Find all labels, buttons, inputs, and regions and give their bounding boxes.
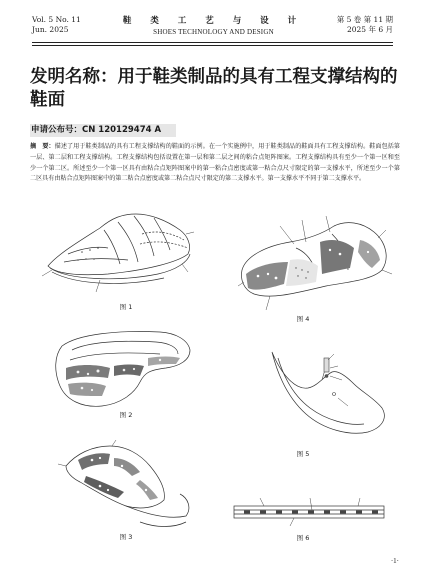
figure-1-caption: 图 1 <box>119 303 133 311</box>
publication-number: 申请公布号：CN 120129474 A <box>30 124 176 137</box>
figure-5-caption: 图 5 <box>296 450 310 458</box>
article-title: 发明名称：用于鞋类制品的具有工程支撑结构的鞋面 <box>30 67 398 110</box>
volume-label: Vol. 5 No. 11 <box>32 15 81 24</box>
date-label: Jun. 2025 <box>32 25 69 34</box>
figure-1-shoe-side-view <box>38 204 198 300</box>
figure-2-upper-pattern <box>48 324 198 410</box>
figure-5-section-view <box>264 336 392 446</box>
journal-title-cn: 鞋 类 工 艺 与 设 计 <box>122 16 305 26</box>
page-header <box>0 0 427 48</box>
date-label-cn: 2025 年 6 月 <box>346 25 393 34</box>
figure-3-shoe-perspective <box>56 436 196 532</box>
figure-6-layer-cross-section <box>230 494 390 530</box>
journal-title-en: SHOES TECHNOLOGY AND DESIGN <box>153 28 274 36</box>
figure-2-caption: 图 2 <box>119 411 133 419</box>
abstract-label: 摘 要： <box>30 143 55 150</box>
issue-label-cn: 第 5 卷 第 11 期 <box>336 15 393 24</box>
figure-6-caption: 图 6 <box>296 534 310 542</box>
abstract <box>30 142 400 185</box>
page-number: ·1· <box>390 557 399 565</box>
figure-3-caption: 图 3 <box>119 533 133 541</box>
header-rule-thin <box>32 45 393 46</box>
figure-4-shoe-support-regions <box>236 212 396 314</box>
header-rule <box>32 42 393 43</box>
abstract-text: 描述了用于鞋类制品的具有工程支撑结构的鞋面的示例。在一个实施例中，用于鞋类制品的鞋面具有工程支撑结构。鞋面包括第一层、第二层和工程支撑结构。工程支撑结构包括设置在第一层和第二层之间的粘合点矩阵图案。工程支撑结构具有至少一个第一区和至少一个第二区。所述至少一个第一区具有由粘合点矩阵图案中的第一粘合点密度或第一粘合点尺寸限定的第一支撑水平，所述至少一个第二区具有由粘合点矩阵图案中的第二粘合点密度或第二粘合点尺寸限定的第二支撑水平。第一支撑水平不同于第二支撑水平。 <box>30 143 400 183</box>
figure-4-caption: 图 4 <box>296 315 310 323</box>
header-right <box>337 15 393 35</box>
